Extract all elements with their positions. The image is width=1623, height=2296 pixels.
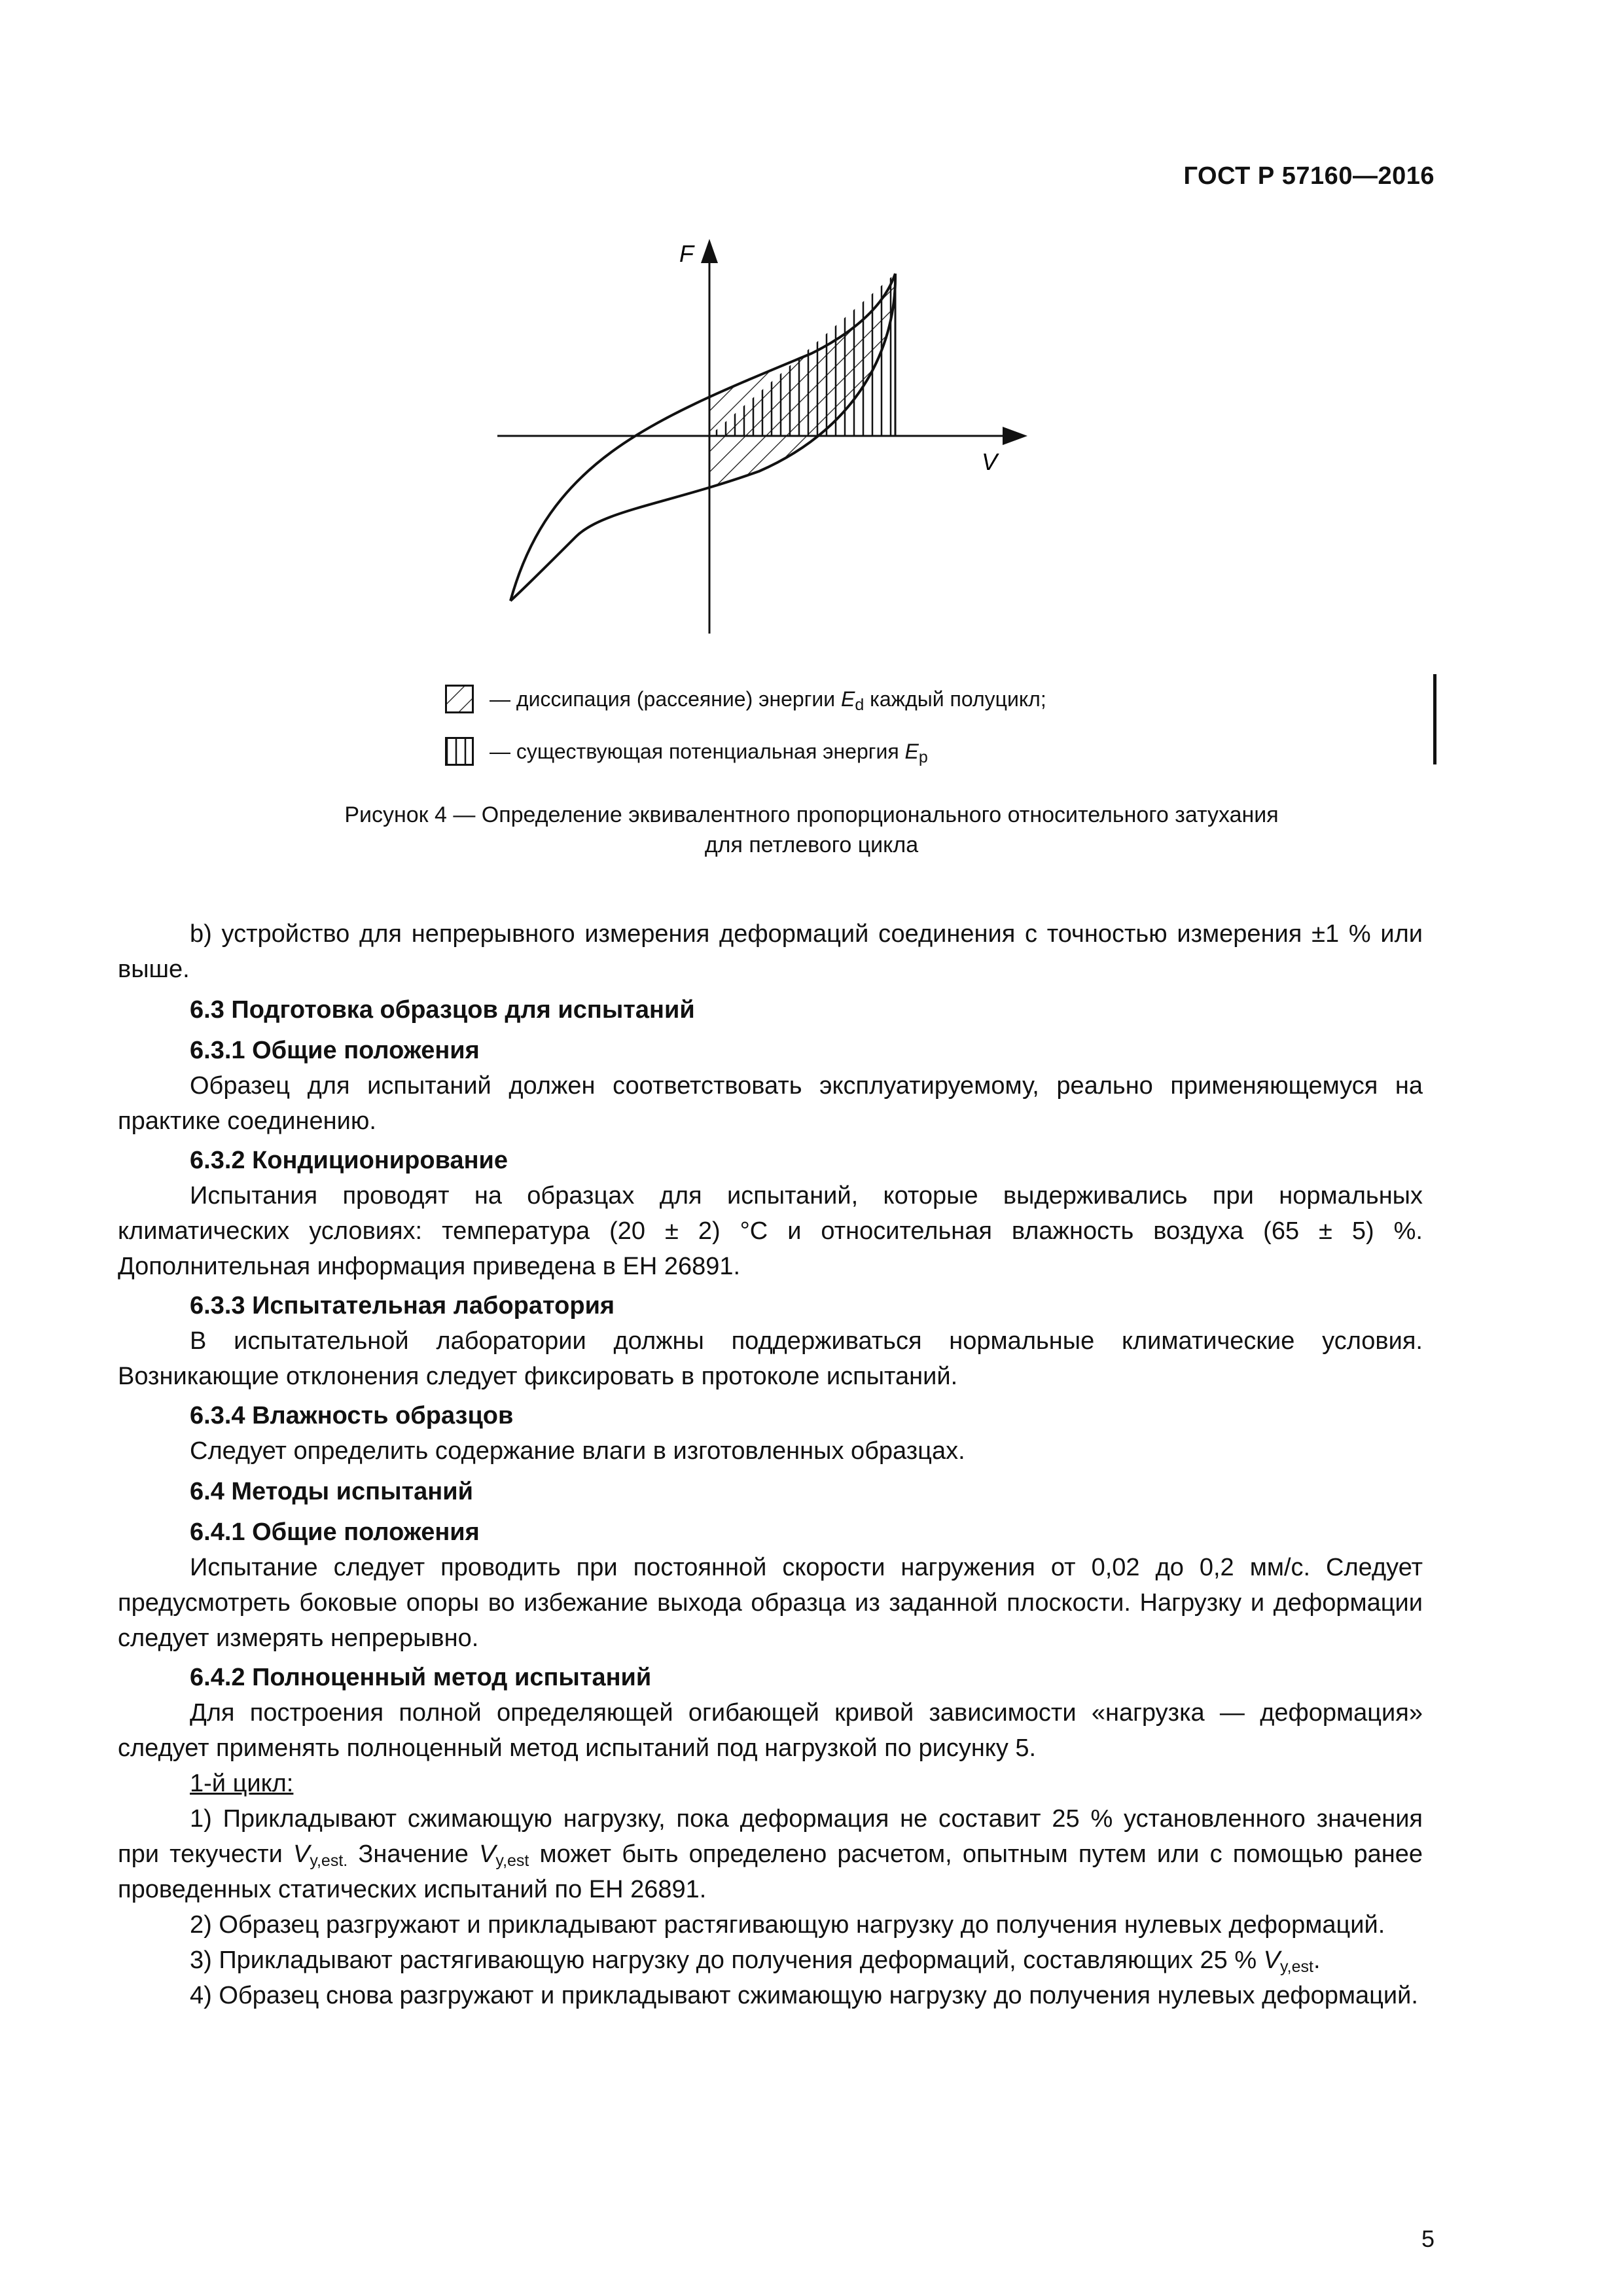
heading-6-4: 6.4 Методы испытаний: [190, 1478, 473, 1505]
document-id: ГОСТ Р 57160—2016: [1183, 162, 1435, 190]
figure-caption: [196, 800, 1427, 860]
heading-6-3-3: 6.3.3 Испытательная лаборатория: [190, 1292, 615, 1319]
list-item-1: 1) Прикладывают сжимающую нагрузку, пока деформация не составит 25 % установленного значения при текучести $V_{y,est.}$ Значение $V_{y,est}$ может быть определено расчетом, опытным путем или с помощью ранее проведенных статических испытаний по ЕН 26891.: [118, 1805, 1423, 1903]
heading-6-3: 6.3 Подготовка образцов для испытаний: [190, 996, 695, 1024]
document-body: [118, 916, 1423, 2013]
figure-legend: [445, 681, 1046, 785]
list-item-2: 2) Образец разгружают и прикладывают растягивающую нагрузку до получения нулевых деформаций.: [190, 1911, 1385, 1939]
paragraph-6-4-1: Испытание следует проводить при постоянной скорости нагружения от 0,02 до 0,2 мм/с. Следует предусмотреть боковые опоры во избежание выхода образца из заданной плоскости. Нагрузку и деформации следует измерять непрерывно.: [118, 1554, 1423, 1652]
list-item-3: 3) Прикладывают растягивающую нагрузку до получения деформаций, составляющих 25 % $V_{y,est}$.: [190, 1946, 1321, 1976]
diagonal-hatch-icon: [445, 685, 474, 713]
v-axis-arrow: [1003, 427, 1027, 445]
legend-item-potential: [445, 733, 1046, 770]
paragraph-6-3-3: В испытательной лаборатории должны поддерживаться нормальные климатические условия. Возникающие отклонения следует фиксировать в протоколе испытаний.: [118, 1327, 1423, 1390]
heading-6-4-1: 6.4.1 Общие положения: [190, 1518, 480, 1546]
dissipation-area: [510, 274, 895, 601]
legend-item-dissipation: [445, 681, 1046, 717]
loop-upper-branch: [510, 274, 895, 601]
paragraph-6-4-2: Для построения полной определяющей огибающей кривой зависимости «нагрузка — деформация» следует применять полноценный метод испытаний под нагрузкой по рисунку 5.: [118, 1699, 1423, 1762]
hysteresis-loop-diagram: [484, 229, 1047, 648]
paragraph-6-3-2: Испытания проводят на образцах для испытаний, которые выдерживались при нормальных климатических условиях: температура (20 ± 2) °С и относительная влажность воздуха (65 ± 5) %. Дополнительная информация приведена в ЕН 26891.: [118, 1182, 1423, 1280]
paragraph-6-3-1: Образец для испытаний должен соответствовать эксплуатируемому, реально применяющемуся на практике соединению.: [118, 1072, 1423, 1135]
heading-6-3-2: 6.3.2 Кондиционирование: [190, 1147, 508, 1174]
legend-text-potential: — существующая потенциальная энергия $E_p$: [490, 739, 928, 766]
revision-bar: [1433, 674, 1436, 764]
page-number: 5: [1421, 2225, 1435, 2252]
paragraph-6-3-4: Следует определить содержание влаги в изготовленных образцах.: [190, 1437, 965, 1465]
heading-6-3-1: 6.3.1 Общие положения: [190, 1037, 480, 1064]
caption-line-1: Рисунок 4 — Определение эквивалентного пропорционального относительного затухания: [344, 802, 1279, 827]
axis-label-v: V: [982, 448, 998, 475]
list-item-4: 4) Образец снова разгружают и прикладывают сжимающую нагрузку до получения нулевых деформаций.: [190, 1982, 1418, 2009]
heading-6-3-4: 6.3.4 Влажность образцов: [190, 1402, 514, 1429]
axis-label-f: F: [679, 240, 694, 267]
loop-lower-branch: [510, 274, 895, 601]
f-axis-arrow: [701, 239, 718, 263]
legend-text-dissipation: — диссипация (рассеяние) энергии $E_d$ каждый полуцикл;: [490, 687, 1046, 714]
caption-line-2: для петлевого цикла: [704, 833, 919, 857]
paragraph-b: b) устройство для непрерывного измерения деформаций соединения с точностью измерения ±1 % или выше.: [118, 920, 1423, 983]
cycle-1-label: [118, 1766, 1423, 1801]
heading-6-4-2: 6.4.2 Полноценный метод испытаний: [190, 1664, 652, 1691]
vertical-hatch-icon: [445, 737, 474, 766]
cycle-1-text: 1-й цикл:: [190, 1770, 294, 1797]
figure-4: [0, 0, 1623, 864]
